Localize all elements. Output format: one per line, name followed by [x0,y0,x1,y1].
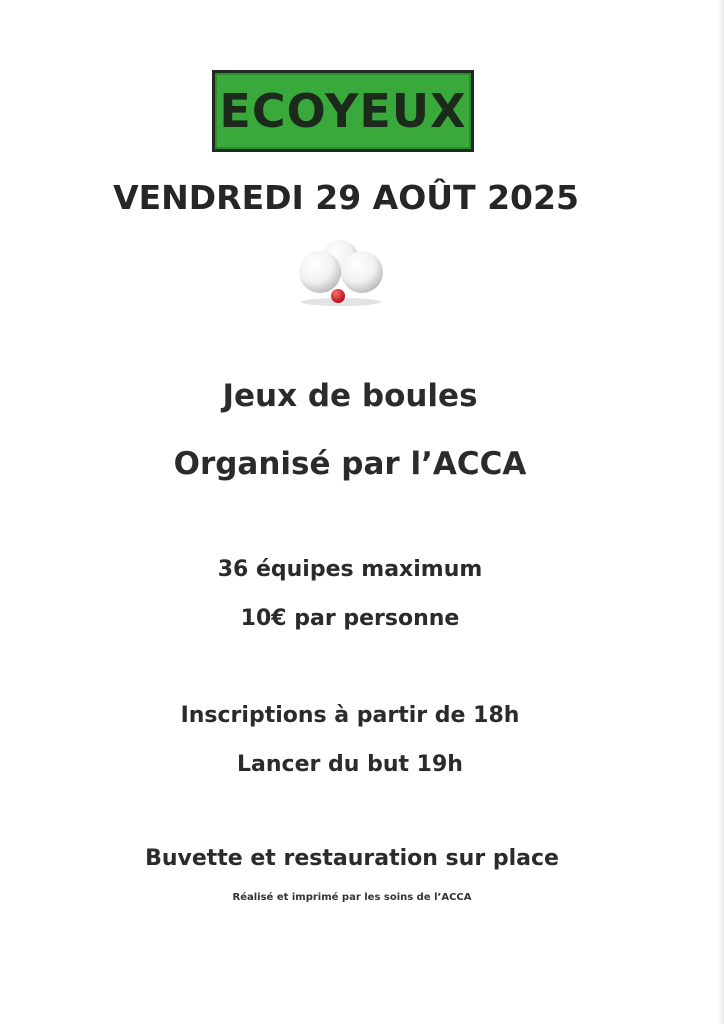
event-date: VENDREDI 29 AOÛT 2025 [113,178,579,217]
organizer-line: Organisé par l’ACCA [173,446,527,482]
town-banner [212,70,474,152]
jack-ball [331,289,345,303]
registration-time: Inscriptions à partir de 18h [180,703,520,728]
start-time: Lancer du but 19h [237,752,463,777]
left-ball [299,251,341,293]
teams-limit: 36 équipes maximum [217,557,483,582]
petanque-balls-icon [294,236,388,308]
page-edge [718,0,724,1024]
refreshments-line: Buvette et restauration sur place [145,846,559,871]
credit-line: Réalisé et imprimé par les soins de l’ACCA [232,892,472,903]
price-line: 10€ par personne [240,606,460,631]
event-title: Jeux de boules [222,378,478,414]
right-ball [341,251,383,293]
town-name: ECOYEUX [219,84,467,138]
